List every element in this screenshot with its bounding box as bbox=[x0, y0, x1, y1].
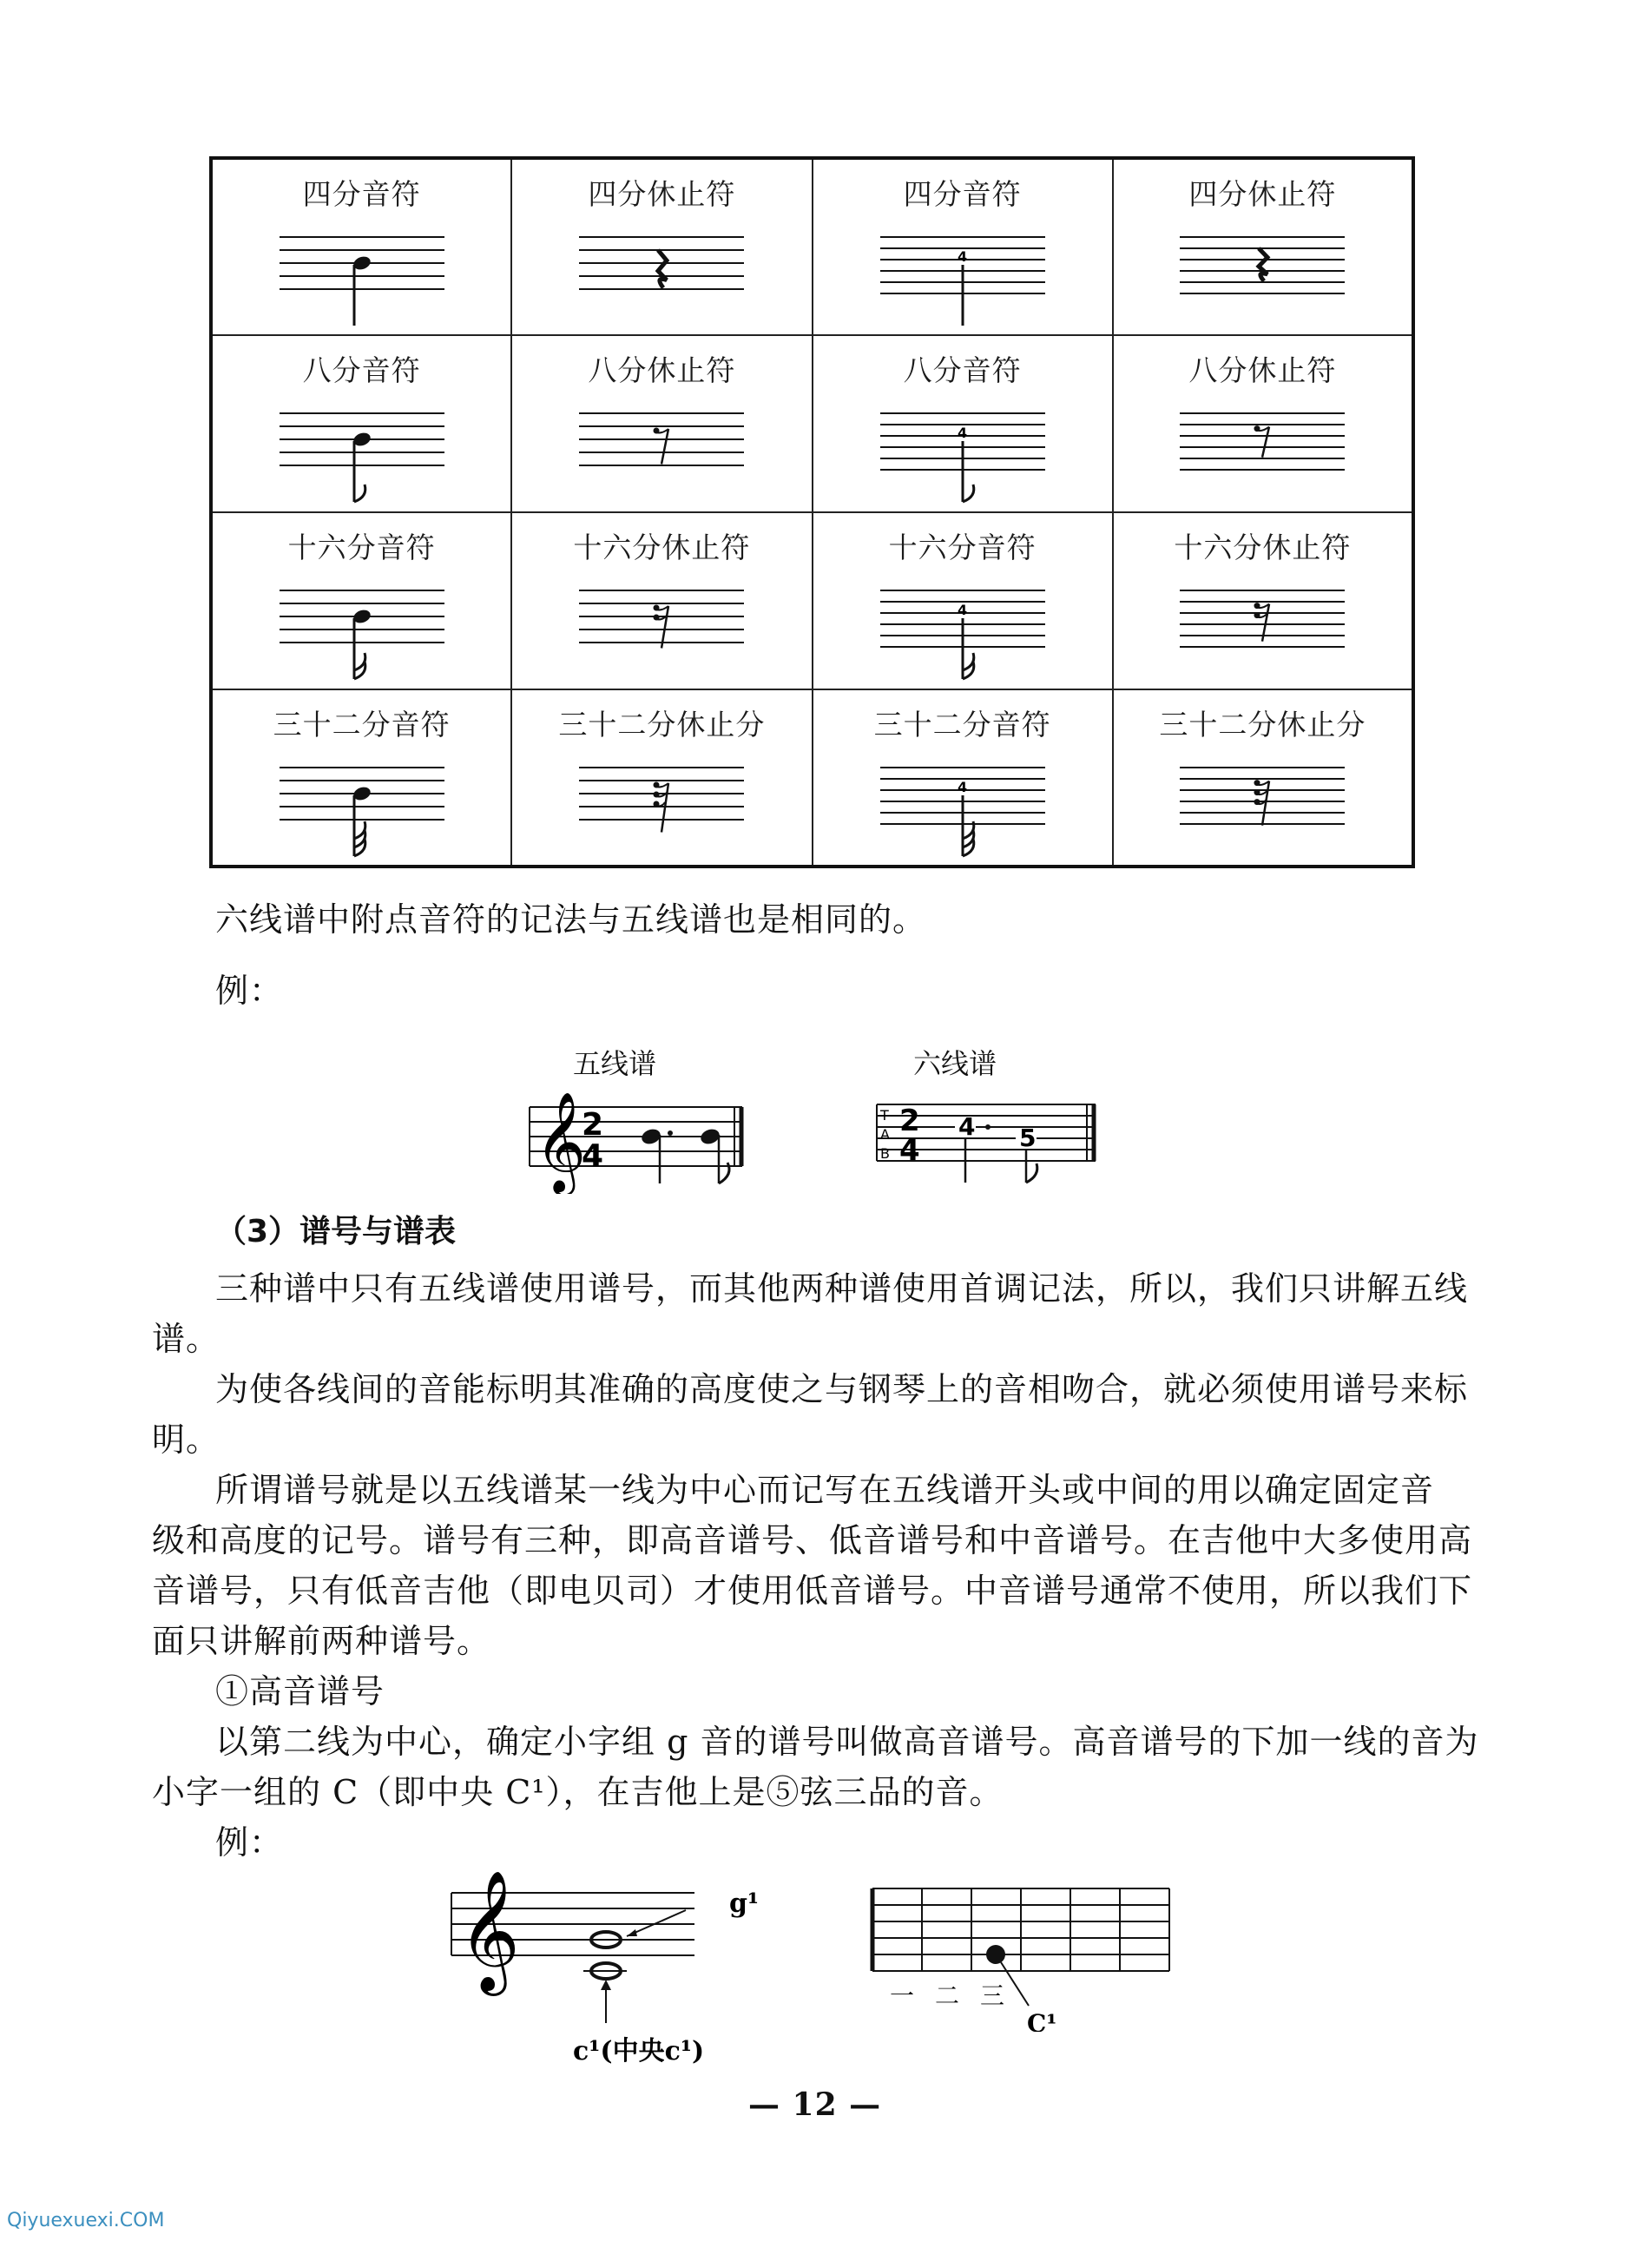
table-cell bbox=[211, 512, 511, 689]
para-3-line-3: 音谱号，只有低音吉他（即电贝司）才使用低音谱号。中音谱号通常不使用，所以我们下 bbox=[152, 1572, 1473, 1610]
example-label-2: 例： bbox=[215, 1823, 284, 1862]
dotted-note-sentence: 六线谱中附点音符的记法与五线谱也是相同的。 bbox=[215, 900, 927, 939]
svg-text:2: 2 bbox=[899, 1104, 920, 1138]
para-3-line-1: 所谓谱号就是以五线谱某一线为中心而记写在五线谱开头或中间的用以确定固定音 bbox=[215, 1471, 1435, 1509]
table-cell bbox=[813, 158, 1113, 335]
cell-label: 四分休止符 bbox=[1188, 177, 1337, 211]
svg-text:4: 4 bbox=[957, 425, 967, 441]
rest-staff-icon bbox=[575, 228, 748, 333]
cell-label: 三十二分音符 bbox=[873, 708, 1051, 742]
time-sig-top: 2 bbox=[582, 1107, 604, 1143]
table-cell bbox=[1113, 512, 1413, 689]
dotted-note-staff-example bbox=[521, 1090, 755, 1194]
table-cell bbox=[1113, 689, 1413, 867]
cell-label: 十六分音符 bbox=[888, 531, 1037, 564]
note-staff-icon bbox=[275, 759, 449, 863]
rest-staff-icon bbox=[575, 759, 748, 863]
fret-label-3: 三 bbox=[980, 1981, 1005, 2010]
para-1-line-2: 谱。 bbox=[152, 1320, 220, 1358]
cell-label: 四分休止符 bbox=[588, 177, 736, 211]
svg-text:4: 4 bbox=[957, 602, 967, 618]
rest-staff-icon bbox=[1175, 228, 1349, 333]
table-cell bbox=[511, 158, 812, 335]
cell-label: 八分休止符 bbox=[588, 353, 736, 387]
rest-staff-icon bbox=[1175, 759, 1349, 863]
svg-text:4: 4 bbox=[957, 779, 967, 795]
time-sig-bottom: 4 bbox=[582, 1138, 604, 1174]
note-staff-icon bbox=[876, 405, 1050, 509]
cell-label: 八分音符 bbox=[903, 353, 1022, 387]
para-4-line-2: 小字一组的 C（即中央 C¹），在吉他上是⑤弦三品的音。 bbox=[152, 1773, 1004, 1811]
watermark: Qiyuexuexi.COM bbox=[7, 2210, 165, 2231]
note-staff-icon bbox=[876, 582, 1050, 686]
svg-text:4: 4 bbox=[957, 248, 967, 265]
table-row bbox=[211, 512, 1413, 689]
para-2-line-2: 明。 bbox=[152, 1420, 220, 1459]
note-staff-icon bbox=[275, 582, 449, 686]
table-cell bbox=[211, 158, 511, 335]
fret-label-1: 一 bbox=[890, 1981, 915, 2010]
para-2-line-1: 为使各线间的音能标明其准确的高度使之与钢琴上的音相吻合，就必须使用谱号来标 bbox=[215, 1370, 1469, 1408]
table-cell bbox=[511, 335, 812, 512]
cell-label: 十六分音符 bbox=[287, 531, 436, 564]
svg-text:B: B bbox=[880, 1145, 890, 1162]
c1-label: c¹(中央c¹) bbox=[573, 2036, 705, 2066]
example-label-1: 例： bbox=[215, 972, 284, 1010]
svg-text:4: 4 bbox=[958, 1112, 976, 1141]
rest-staff-icon bbox=[575, 582, 748, 686]
para-1-line-1: 三种谱中只有五线谱使用谱号，而其他两种谱使用首调记法，所以，我们只讲解五线 bbox=[215, 1269, 1469, 1308]
table-cell bbox=[813, 335, 1113, 512]
table-cell bbox=[211, 689, 511, 867]
label-six-line-tab: 六线谱 bbox=[913, 1047, 997, 1080]
cell-label: 十六分休止符 bbox=[1174, 531, 1352, 564]
table-row bbox=[211, 689, 1413, 867]
svg-text:T: T bbox=[880, 1107, 889, 1124]
rest-staff-icon bbox=[1175, 582, 1349, 686]
svg-text:4: 4 bbox=[899, 1133, 920, 1168]
fret-c1-label: C¹ bbox=[1027, 2009, 1057, 2032]
table-cell bbox=[1113, 158, 1413, 335]
page-number: — 12 — bbox=[748, 2086, 882, 2123]
table-cell bbox=[211, 335, 511, 512]
note-staff-icon bbox=[275, 405, 449, 509]
table-row bbox=[211, 335, 1413, 512]
cell-label: 三十二分休止分 bbox=[558, 708, 766, 742]
g1-label: g¹ bbox=[729, 1888, 760, 1919]
para-3-line-4: 面只讲解前两种谱号。 bbox=[152, 1622, 491, 1660]
fret-label-2: 二 bbox=[935, 1981, 960, 2010]
label-five-line-staff: 五线谱 bbox=[573, 1047, 657, 1080]
table-cell bbox=[813, 689, 1113, 867]
treble-clef-icon: 𝄞 bbox=[458, 1870, 520, 1991]
table-row bbox=[211, 158, 1413, 335]
cell-label: 四分音符 bbox=[903, 177, 1022, 211]
table-cell bbox=[511, 512, 812, 689]
cell-label: 八分休止符 bbox=[1188, 353, 1337, 387]
note-staff-icon bbox=[275, 228, 449, 333]
svg-text:5: 5 bbox=[1019, 1124, 1037, 1152]
table-cell bbox=[813, 512, 1113, 689]
para-3-line-2: 级和高度的记号。谱号有三种，即高音谱号、低音谱号和中音谱号。在吉他中大多使用高 bbox=[152, 1521, 1473, 1559]
rest-staff-icon bbox=[1175, 405, 1349, 509]
table-cell bbox=[511, 689, 812, 867]
para-4-line-1: 以第二线为中心，确定小字组 g 音的谱号叫做高音谱号。高音谱号的下加一线的音为 bbox=[215, 1723, 1479, 1761]
fretboard-c1-example bbox=[864, 1867, 1185, 2032]
cell-label: 四分音符 bbox=[302, 177, 421, 211]
sub-heading-treble-clef: ①高音谱号 bbox=[215, 1672, 385, 1710]
treble-clef-icon: 𝄞 bbox=[535, 1091, 587, 1192]
svg-text:A: A bbox=[880, 1126, 890, 1143]
section-heading-clefs: （3）谱号与谱表 bbox=[215, 1214, 457, 1249]
treble-clef-example bbox=[434, 1867, 781, 2066]
note-staff-icon bbox=[876, 759, 1050, 863]
table-cell bbox=[1113, 335, 1413, 512]
cell-label: 三十二分音符 bbox=[273, 708, 451, 742]
note-staff-icon bbox=[876, 228, 1050, 333]
cell-label: 三十二分休止分 bbox=[1159, 708, 1366, 742]
cell-label: 十六分休止符 bbox=[573, 531, 751, 564]
note-value-table bbox=[209, 156, 1415, 868]
cell-label: 八分音符 bbox=[302, 353, 421, 387]
dotted-note-tab-example bbox=[868, 1096, 1102, 1191]
rest-staff-icon bbox=[575, 405, 748, 509]
